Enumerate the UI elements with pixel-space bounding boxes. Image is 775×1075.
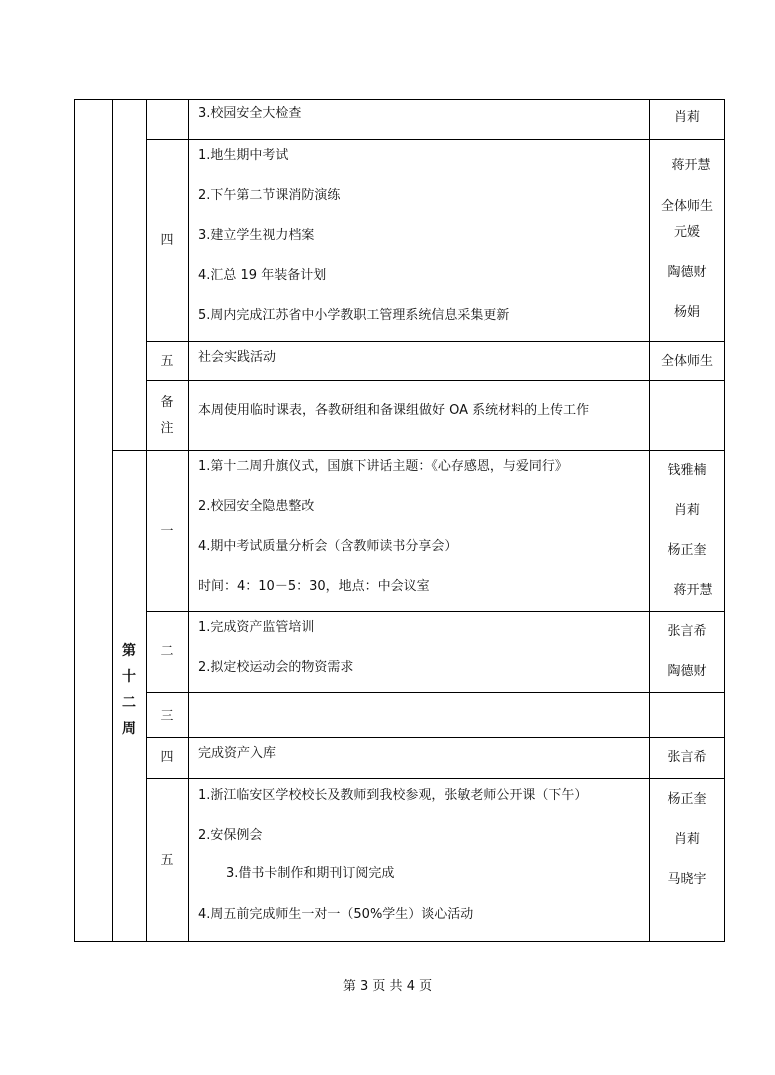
responsible-person: 肖莉 [673,503,700,518]
task-item: 1.浙江临安区学校校长及教师到我校参观，张敏老师公开课（下午） [198,788,588,803]
responsible-person: 陶德财 [667,664,707,679]
task-item: 4.期中考试质量分析会（含教师读书分享会） [198,539,458,554]
remark-text: 本周使用临时课表，各教研组和备课组做好 OA 系统材料的上传工作 [198,403,590,418]
week-label-char: 周 [122,721,136,737]
week-label [112,640,146,744]
remark-label: 注 [160,421,174,436]
week-label-char: 第 [122,643,136,659]
responsible-person: 张言希 [667,750,707,765]
task-item: 3.建立学生视力档案 [198,228,315,243]
task-item: 3.借书卡制作和期刊订阅完成 [226,866,395,881]
responsible-person: 杨正奎 [667,543,707,558]
task-item: 2.下午第二节课消防演练 [198,188,341,203]
responsible-person: 蒋开慧 [671,158,711,173]
task-item: 1.地生期中考试 [198,148,289,163]
responsible-person: 肖莉 [673,832,700,847]
responsible-person: 蒋开慧 [673,583,713,598]
page-number: 第 3 页 共 4 页 [342,979,433,994]
task-item: 时间：4：10－5：30，地点：中会议室 [198,579,430,594]
responsible-person: 陶德财 [667,265,707,280]
task-item: 4.周五前完成师生一对一（50%学生）谈心活动 [198,907,474,922]
day-cell: 一 [160,524,174,539]
responsible-person: 元媛 [673,225,700,240]
day-cell: 二 [160,644,174,659]
responsible-person: 马晓宇 [667,872,707,887]
week-label-char: 十 [122,669,136,685]
day-cell: 三 [160,709,174,724]
task-item: 2.校园安全隐患整改 [198,499,315,514]
responsible-person: 钱雅楠 [667,463,707,478]
responsible-person: 张言希 [667,624,707,639]
responsible-person: 杨娟 [673,305,700,320]
task-item: 社会实践活动 [198,350,277,365]
task-item: 4.汇总 19 年装备计划 [198,268,327,283]
task-item: 完成资产入库 [198,746,277,761]
responsible-person: 全体师生 [660,199,713,214]
remark-label: 备 [160,395,174,410]
task-item: 1.完成资产监管培训 [198,620,315,635]
task-item: 5.周内完成江苏省中小学教职工管理系统信息采集更新 [198,308,510,323]
task-item: 3.校园安全大检查 [198,106,302,121]
week-label-char: 二 [122,695,136,711]
task-item: 2.安保例会 [198,828,263,843]
day-cell: 五 [160,853,174,868]
day-cell: 四 [160,750,174,765]
day-cell: 四 [160,233,174,248]
responsible-person: 杨正奎 [667,792,707,807]
responsible-person: 肖莉 [673,110,700,125]
responsible-person: 全体师生 [660,354,713,369]
task-item: 1.第十二周升旗仪式，国旗下讲话主题：《心存感恩，与爱同行》 [198,459,568,474]
day-cell: 五 [160,354,174,369]
task-item: 2.拟定校运动会的物资需求 [198,660,354,675]
